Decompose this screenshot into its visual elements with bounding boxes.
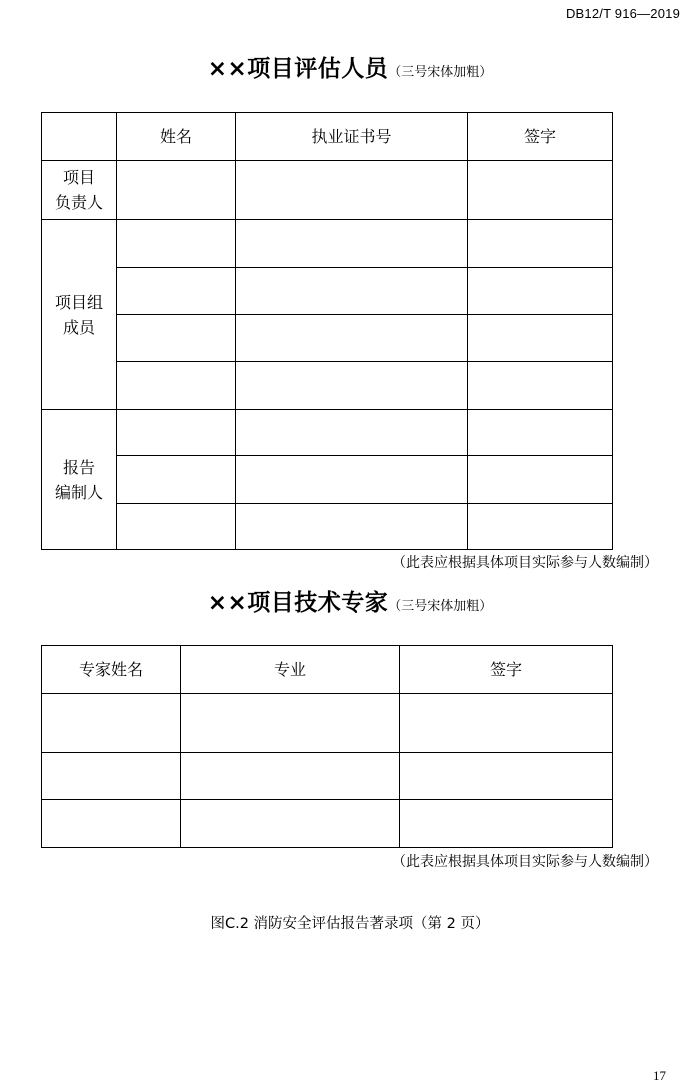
table-row [42, 800, 613, 848]
name-cell[interactable] [117, 161, 236, 220]
signature-cell[interactable] [468, 362, 613, 410]
personnel-title-note: （三号宋体加粗） [388, 65, 493, 80]
signature-cell[interactable] [468, 456, 613, 504]
table-row [42, 268, 613, 315]
name-cell[interactable] [117, 220, 236, 268]
signature-cell[interactable] [468, 410, 613, 456]
certificate-cell[interactable] [236, 268, 468, 315]
certificate-cell[interactable] [236, 504, 468, 550]
name-cell[interactable] [117, 315, 236, 362]
header-cell-signature: 签字 [400, 646, 613, 694]
table-row [42, 220, 613, 268]
role-label-project-leader: 项目 负责人 [42, 161, 117, 220]
document-code: DB12/T 916—2019 [565, 6, 680, 21]
role-label-report-compiler: 报告 编制人 [42, 410, 117, 550]
table-header-row [42, 646, 613, 694]
signature-cell[interactable] [468, 315, 613, 362]
name-cell[interactable] [117, 268, 236, 315]
name-cell[interactable] [117, 410, 236, 456]
header-cell-signature: 签字 [468, 113, 613, 161]
certificate-cell[interactable] [236, 456, 468, 504]
table-header-row [42, 113, 613, 161]
name-cell[interactable] [117, 456, 236, 504]
experts-section-title [0, 584, 700, 617]
signature-cell[interactable] [468, 268, 613, 315]
signature-cell[interactable] [468, 504, 613, 550]
specialty-cell[interactable] [181, 753, 400, 800]
expert-name-cell[interactable] [42, 800, 181, 848]
name-cell[interactable] [117, 504, 236, 550]
certificate-cell[interactable] [236, 410, 468, 456]
table-row [42, 362, 613, 410]
table-row [42, 504, 613, 550]
header-cell-expert-name: 专家姓名 [42, 646, 181, 694]
signature-cell[interactable] [468, 161, 613, 220]
header-cell-certificate: 执业证书号 [236, 113, 468, 161]
assessment-personnel-table [41, 112, 613, 550]
personnel-table-remark: （此表应根据具体项目实际参与人数编制） [392, 555, 658, 571]
table-row [42, 456, 613, 504]
header-cell-specialty: 专业 [181, 646, 400, 694]
signature-cell[interactable] [400, 800, 613, 848]
expert-name-cell[interactable] [42, 753, 181, 800]
signature-cell[interactable] [400, 753, 613, 800]
certificate-cell[interactable] [236, 220, 468, 268]
specialty-cell[interactable] [181, 800, 400, 848]
header-cell-name: 姓名 [117, 113, 236, 161]
role-label-team-members: 项目组 成员 [42, 220, 117, 410]
certificate-cell[interactable] [236, 362, 468, 410]
table-row [42, 161, 613, 220]
personnel-section-title [0, 50, 700, 83]
page-number: 17 [653, 1068, 666, 1083]
table-row [42, 753, 613, 800]
specialty-cell[interactable] [181, 694, 400, 753]
certificate-cell[interactable] [236, 315, 468, 362]
signature-cell[interactable] [400, 694, 613, 753]
experts-table-remark: （此表应根据具体项目实际参与人数编制） [392, 854, 658, 870]
personnel-title-text: ××项目评估人员 [207, 56, 389, 82]
name-cell[interactable] [117, 362, 236, 410]
table-row [42, 315, 613, 362]
header-cell-role [42, 113, 117, 161]
experts-title-note: （三号宋体加粗） [388, 599, 493, 614]
certificate-cell[interactable] [236, 161, 468, 220]
signature-cell[interactable] [468, 220, 613, 268]
technical-experts-table [41, 645, 613, 848]
table-row [42, 694, 613, 753]
table-row [42, 410, 613, 456]
figure-caption: 图C.2 消防安全评估报告著录项（第 2 页） [210, 916, 490, 932]
experts-title-text: ××项目技术专家 [207, 590, 389, 616]
expert-name-cell[interactable] [42, 694, 181, 753]
